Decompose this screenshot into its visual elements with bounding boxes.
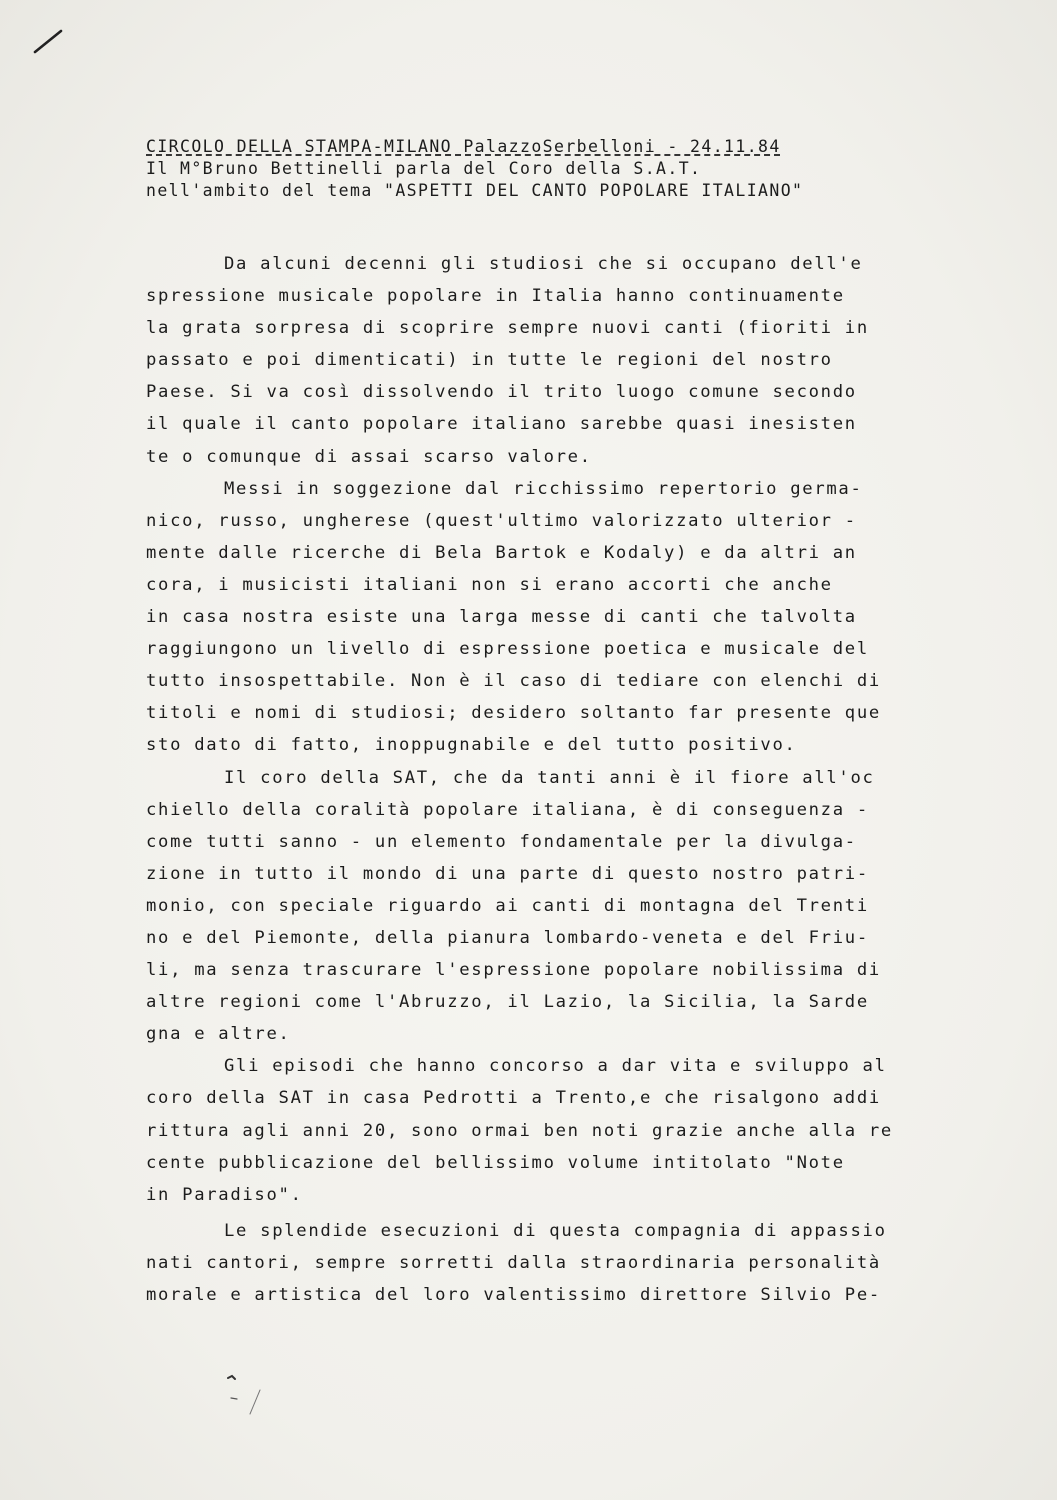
text-line: spressione musicale popolare in Italia hanno continuamente xyxy=(146,286,845,307)
text-line: li, ma senza trascurare l'espressione popolare nobilissima di xyxy=(146,960,881,981)
text-line: sto dato di fatto, inoppugnabile e del tutto positivo. xyxy=(146,735,797,756)
paragraph-1 xyxy=(146,248,936,473)
text-line: nati cantori, sempre sorretti dalla straordinaria personalità xyxy=(146,1252,881,1273)
header-subtitle-line-1: Il M°Bruno Bettinelli parla del Coro della S.A.T. xyxy=(146,159,702,178)
pen-stroke-mark xyxy=(33,28,63,54)
paragraph-4 xyxy=(146,1050,936,1210)
text-line: in casa nostra esiste una larga messe di canti che talvolta xyxy=(146,607,857,628)
text-line: la grata sorpresa di scoprire sempre nuovi canti (fioriti in xyxy=(146,318,869,339)
text-line: morale e artistica del loro valentissimo direttore Silvio Pe- xyxy=(146,1285,881,1305)
text-line: Messi in soggezione dal ricchissimo repertorio germa- xyxy=(224,478,863,499)
text-line: chiello della coralità popolare italiana, è di conseguenza - xyxy=(146,799,869,820)
ink-smudge-mark xyxy=(222,1368,267,1416)
text-line: nico, russo, ungherese (quest'ultimo valorizzato ulterior - xyxy=(146,510,857,531)
text-line: passato e poi dimenticati) in tutte le regioni del nostro xyxy=(146,350,833,371)
document-body xyxy=(146,248,936,1311)
text-line: Da alcuni decenni gli studiosi che si occupano dell'e xyxy=(224,254,863,274)
text-line: Gli episodi che hanno concorso a dar vita e sviluppo al xyxy=(224,1056,887,1077)
text-line: cente pubblicazione del bellissimo volume intitolato "Note xyxy=(146,1152,845,1173)
text-line: Paese. Si va così dissolvendo il trito luogo comune secondo xyxy=(146,382,857,403)
text-line: il quale il canto popolare italiano sarebbe quasi inesisten xyxy=(146,414,857,435)
text-line: altre regioni come l'Abruzzo, il Lazio, la Sicilia, la Sarde xyxy=(146,992,869,1013)
text-line: titoli e nomi di studiosi; desidero soltanto far presente que xyxy=(146,703,881,724)
header-title: CIRCOLO DELLA STAMPA-MILANO PalazzoSerbelloni - 24.11.84 xyxy=(146,137,781,156)
text-line: coro della SAT in casa Pedrotti a Trento,e che risalgono addi xyxy=(146,1088,881,1109)
text-line: te o comunque di assai scarso valore. xyxy=(146,446,592,467)
header-subtitle-line-2: nell'ambito del tema "ASPETTI DEL CANTO POPOLARE ITALIANO" xyxy=(146,181,804,200)
paragraph-2 xyxy=(146,473,936,762)
text-line: mente dalle ricerche di Bela Bartok e Kodaly) e da altri an xyxy=(146,542,857,563)
text-line: gna e altre. xyxy=(146,1024,291,1045)
text-line: no e del Piemonte, della pianura lombardo-veneta e del Friu- xyxy=(146,927,869,948)
text-line: Le splendide esecuzioni di questa compagnia di appassio xyxy=(224,1220,887,1241)
text-line: Il coro della SAT, che da tanti anni è il fiore all'oc xyxy=(224,767,875,788)
text-line: come tutti sanno - un elemento fondamentale per la divulga- xyxy=(146,831,857,852)
document-header xyxy=(146,136,946,202)
text-line: zione in tutto il mondo di una parte di questo nostro patri- xyxy=(146,863,869,884)
text-line: in Paradiso". xyxy=(146,1184,303,1205)
paragraph-5 xyxy=(146,1215,936,1311)
text-line: monio, con speciale riguardo ai canti di montagna del Trenti xyxy=(146,895,869,916)
text-line: rittura agli anni 20, sono ormai ben noti grazie anche alla re xyxy=(146,1120,893,1141)
text-line: tutto insospettabile. Non è il caso di tediare con elenchi di xyxy=(146,671,881,692)
text-line: raggiungono un livello di espressione poetica e musicale del xyxy=(146,639,869,660)
text-line: cora, i musicisti italiani non si erano accorti che anche xyxy=(146,574,833,595)
paragraph-3 xyxy=(146,762,936,1051)
